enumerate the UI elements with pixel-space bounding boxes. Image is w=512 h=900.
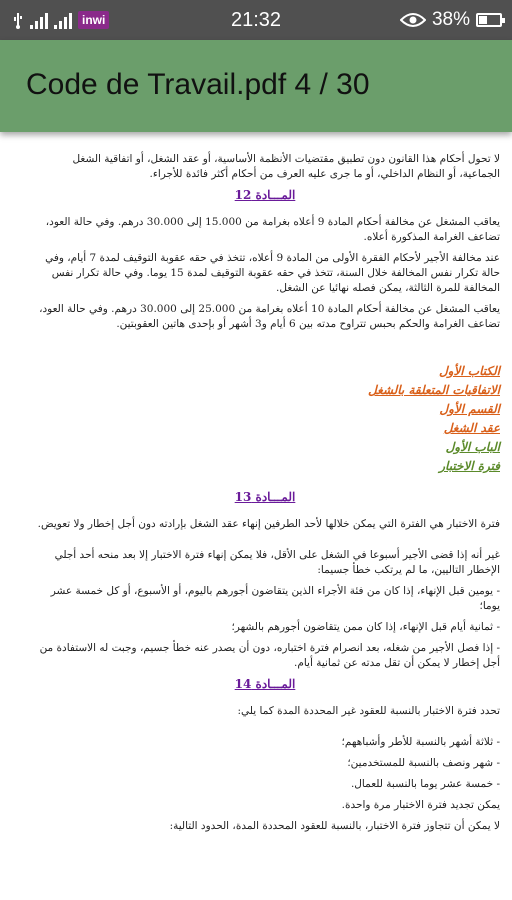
article-heading-14: المـــادة 14: [234, 677, 296, 691]
paragraph: فترة الاختبار هي الفترة التي يمكن خلالها لأحد الطرفين إنهاء عقد الشغل بإرادته دون أجل إخطار ولا تعويض.: [37, 518, 500, 530]
carrier-badge: inwi: [78, 11, 109, 29]
paragraph: يعاقب المشغل عن مخالفة أحكام المادة 10 أعلاه بغرامة من 25.000 إلى 30.000 درهم. وفي حالة العود، تضاعف الغرامة والحكم بحبس تتراوح مدته بين 6 أيام و3 أشهر أو بإحدى هاتين العقوبتين.: [39, 303, 500, 330]
paragraph: يعاقب المشغل عن مخالفة أحكام المادة 9 أعلاه بغرامة من 15.000 إلى 30.000 درهم. وفي حالة العود، تضاعف الغرامة المذكورة أعلاه.: [45, 216, 500, 243]
nav-link-work-contract[interactable]: عقد الشغل: [443, 421, 500, 435]
nav-links: [30, 362, 500, 476]
app-bar: [0, 40, 512, 132]
paragraph: لا تحول أحكام هذا القانون دون تطبيق مقتضيات الأنظمة الأساسية، أو عقد الشغل، أو اتفاقية الشغل الجماعية، أو النظام الداخلي، أو ما جرى عليه العرف من أحكام أكثر فائدة للأجراء.: [72, 153, 500, 180]
list-item: - ثلاثة أشهر بالنسبة للأطر وأشباههم؛: [341, 736, 500, 748]
usb-icon: [12, 11, 24, 29]
paragraph: تحدد فترة الاختبار بالنسبة للعقود غير المحددة المدة كما يلي:: [237, 705, 500, 717]
battery-percent: 38%: [431, 9, 470, 30]
nav-link-agreements[interactable]: الاتفاقيات المتعلقة بالشغل: [368, 383, 500, 397]
article-heading-12: المـــادة 12: [234, 188, 296, 202]
list-item: - ثمانية أيام قبل الإنهاء، إذا كان ممن يتقاضون أجورهم بالشهر؛: [231, 621, 500, 633]
status-right-icons: [400, 0, 502, 40]
nav-link-book-one[interactable]: الكتاب الأول: [438, 364, 500, 378]
list-item: - يومين قبل الإنهاء، إذا كان من فئة الأجراء الذين يتقاضون أجورهم باليوم، أو الأسبوع، أو كل خمسة عشر يوما؛: [50, 585, 500, 612]
status-left-icons: [12, 0, 109, 40]
article-heading-13: المـــادة 13: [234, 490, 296, 504]
pdf-page-content[interactable]: [30, 152, 500, 840]
nav-link-section-one[interactable]: القسم الأول: [439, 402, 500, 416]
list-item: - شهر ونصف بالنسبة للمستخدمين؛: [347, 757, 500, 769]
paragraph: - إذا فصل الأجير من شغله، بعد انصرام فترة اختباره، دون أن يصدر عنه خطأ جسيم، وجبت له الاستفادة من أجل إخطار لا يمكن أن تقل مدته عن ثمانية أيام.: [39, 642, 500, 669]
page-title: Code de Travail.pdf 4 / 30: [26, 68, 370, 101]
eye-icon: [400, 12, 426, 28]
nav-link-chapter-one[interactable]: الباب الأول: [445, 440, 500, 454]
paragraph: لا يمكن أن تتجاوز فترة الاختبار، بالنسبة للعقود المحددة المدة، الحدود التالية:: [169, 820, 500, 832]
paragraph: عند مخالفة الأجير لأحكام الفقرة الأولى من المادة 9 أعلاه، تتخذ في حقه عقوبة التوقيف لمدة 7 أيام، وفي حالة تكرار نفس المخالفة خلال السنة، تتخذ في حقه عقوبة التوقيف لمدة 15 يوما. وفي حالة تكرار نفس المخالفة للمرة الثالثة، يمكن فصله نهائيا عن الشغل.: [45, 252, 500, 294]
list-item: - خمسة عشر يوما بالنسبة للعمال.: [350, 778, 500, 790]
paragraph: يمكن تجديد فترة الاختبار مرة واحدة.: [341, 799, 500, 811]
signal-icon: [30, 11, 48, 29]
paragraph: غير أنه إذا قضى الأجير أسبوعا في الشغل على الأقل، فلا يمكن إنهاء فترة الاختبار إلا بعد منحه أحد أجلي الإخطار التاليين، ما لم يرتكب خطأ جسيما:: [54, 549, 500, 576]
battery-icon: [476, 13, 502, 27]
status-time: 21:32: [230, 9, 282, 31]
nav-link-probation[interactable]: فترة الاختبار: [439, 459, 500, 473]
status-bar: [0, 0, 512, 40]
signal-icon-2: [54, 11, 72, 29]
